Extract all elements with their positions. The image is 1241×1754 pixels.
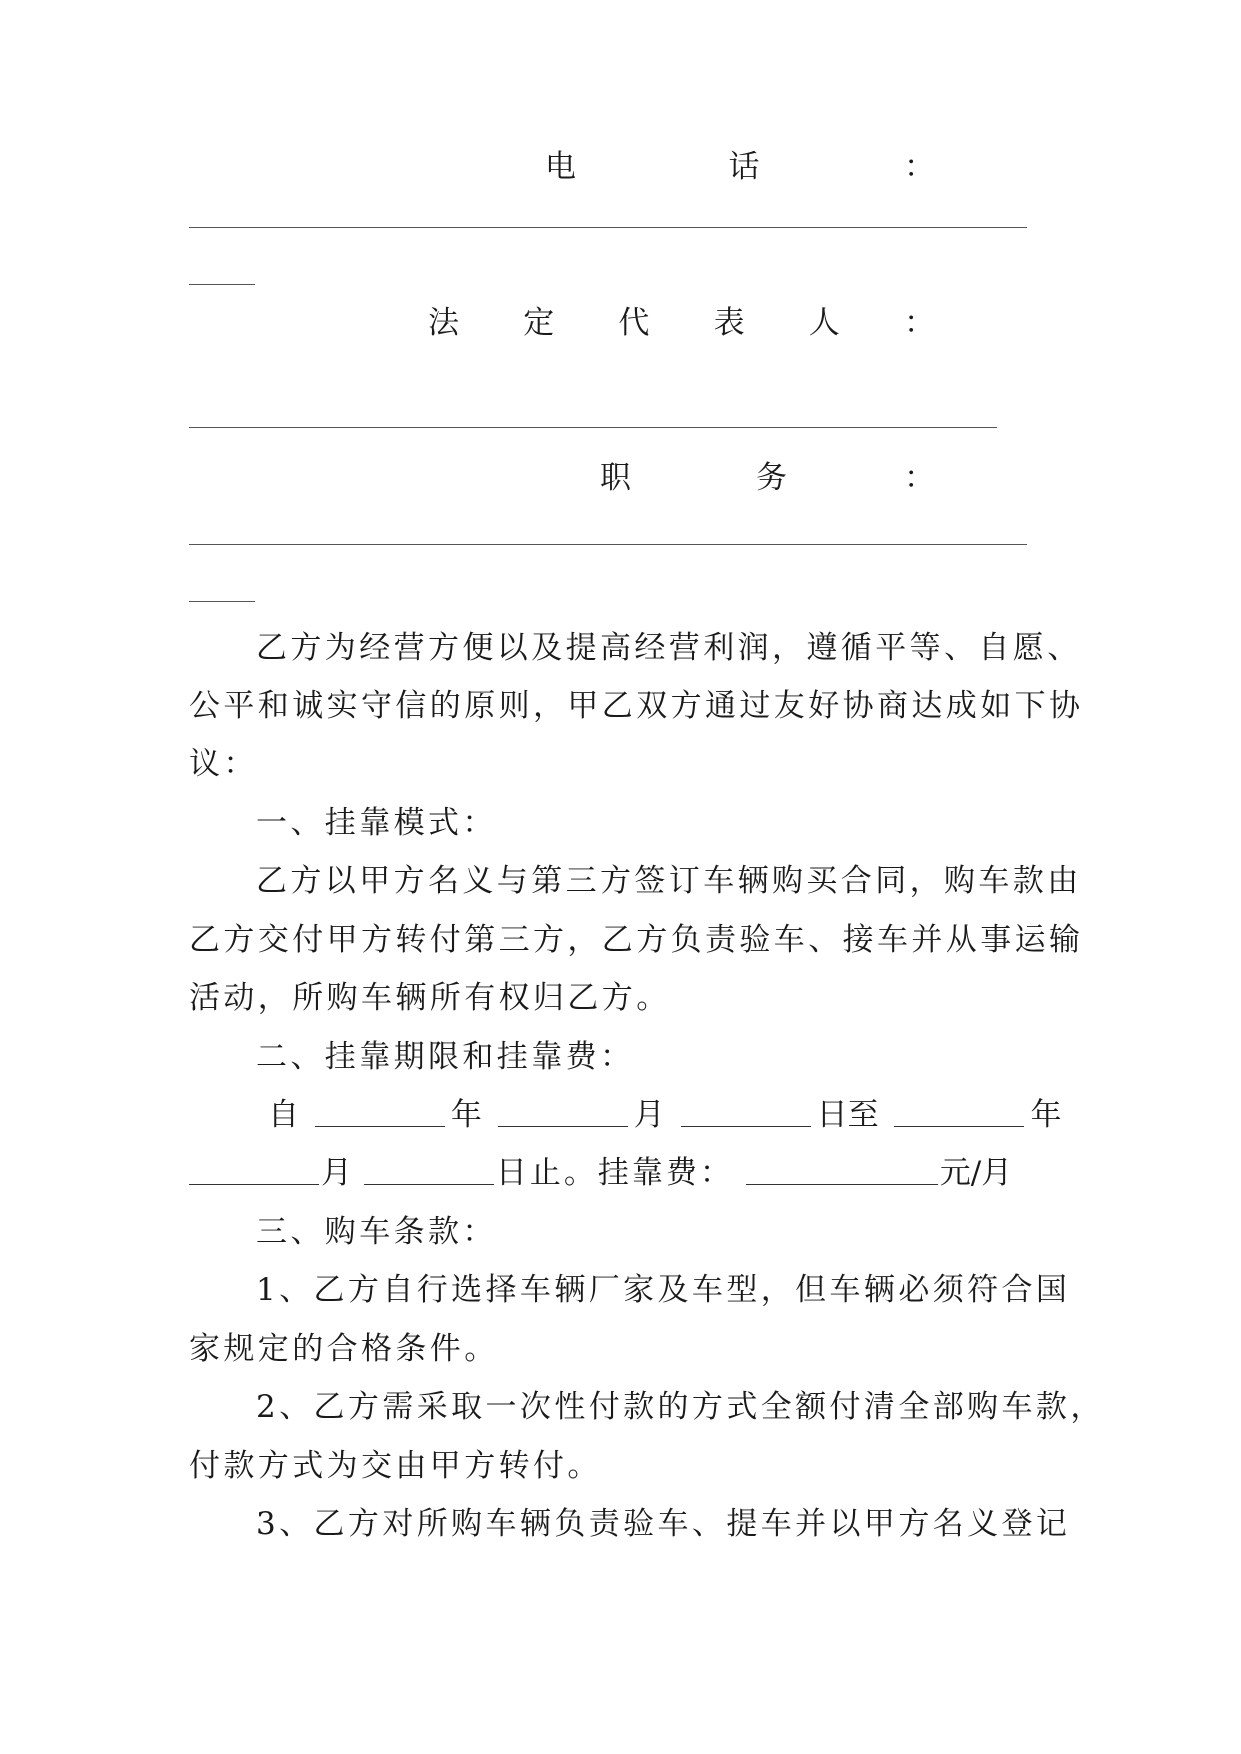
section-1-line-2: 乙方交付甲方转付第三方，乙方负责验车、接车并从事运输 [189, 922, 1084, 958]
term-year: 年 [450, 1097, 482, 1133]
legal-rep-fill-line [189, 427, 997, 428]
legal-rep-char-5: 人 [808, 305, 840, 341]
position-fill-line-tail [189, 601, 255, 602]
section-3-item-2-line-2: 付款方式为交由甲方转付。 [189, 1448, 602, 1484]
position-colon: ： [904, 460, 935, 496]
term-line-1 [268, 1095, 1061, 1135]
end-day-blank[interactable] [364, 1154, 494, 1185]
intro-line-2: 公平和诚实守信的原则，甲乙双方通过友好协商达成如下协 [189, 688, 1084, 724]
intro-line-3: 议： [189, 746, 258, 782]
position-char-2: 务 [756, 460, 787, 496]
legal-rep-char-3: 代 [618, 305, 650, 341]
position-field-label [600, 458, 935, 498]
phone-field-label [545, 147, 935, 187]
term-day-to: 日至 [816, 1097, 879, 1133]
position-fill-line [189, 544, 1027, 545]
section-3-item-3-line-1: 3、乙方对所购车辆负责验车、提车并以甲方名义登记 [256, 1506, 1071, 1542]
section-2-heading: 二、挂靠期限和挂靠费： [256, 1039, 635, 1075]
legal-rep-char-1: 法 [428, 305, 459, 341]
section-1-line-1: 乙方以甲方名义与第三方签订车辆购买合同，购车款由 [256, 863, 1082, 899]
section-1-line-3: 活动，所购车辆所有权归乙方。 [189, 980, 671, 1016]
phone-label-char-1: 电 [545, 149, 576, 185]
term-month-2: 月 [321, 1155, 352, 1191]
term-from: 自 [268, 1097, 299, 1133]
term-year-2: 年 [1030, 1097, 1062, 1133]
term-day-end: 日止。挂靠费： [495, 1155, 734, 1191]
section-1-heading: 一、挂靠模式： [256, 805, 497, 841]
start-day-blank[interactable] [681, 1096, 811, 1127]
phone-label-char-2: 话 [728, 149, 760, 185]
section-3-item-2-line-1: 2、乙方需采取一次性付款的方式全额付清全部购车款， [256, 1389, 1105, 1425]
end-year-blank[interactable] [894, 1096, 1024, 1127]
section-3-heading: 三、购车条款： [256, 1214, 497, 1250]
phone-fill-line-tail [189, 284, 255, 285]
end-month-blank[interactable] [189, 1154, 319, 1185]
legal-rep-field-label [428, 303, 935, 343]
legal-rep-colon: ： [903, 305, 935, 341]
fee-unit: 元/月 [939, 1155, 1013, 1191]
legal-rep-char-2: 定 [523, 305, 555, 341]
term-month: 月 [633, 1097, 665, 1133]
position-char-1: 职 [600, 460, 631, 496]
phone-label-colon: ： [904, 149, 935, 185]
start-month-blank[interactable] [498, 1096, 628, 1127]
intro-line-1: 乙方为经营方便以及提高经营利润，遵循平等、自愿、 [256, 630, 1082, 666]
phone-fill-line [189, 227, 1027, 228]
fee-blank[interactable] [746, 1154, 938, 1185]
start-year-blank[interactable] [315, 1096, 445, 1127]
section-3-item-1-line-1: 1、乙方自行选择车辆厂家及车型，但车辆必须符合国 [256, 1272, 1071, 1308]
term-line-2 [189, 1153, 1012, 1193]
section-3-item-1-line-2: 家规定的合格条件。 [189, 1331, 499, 1367]
legal-rep-char-4: 表 [713, 305, 745, 341]
